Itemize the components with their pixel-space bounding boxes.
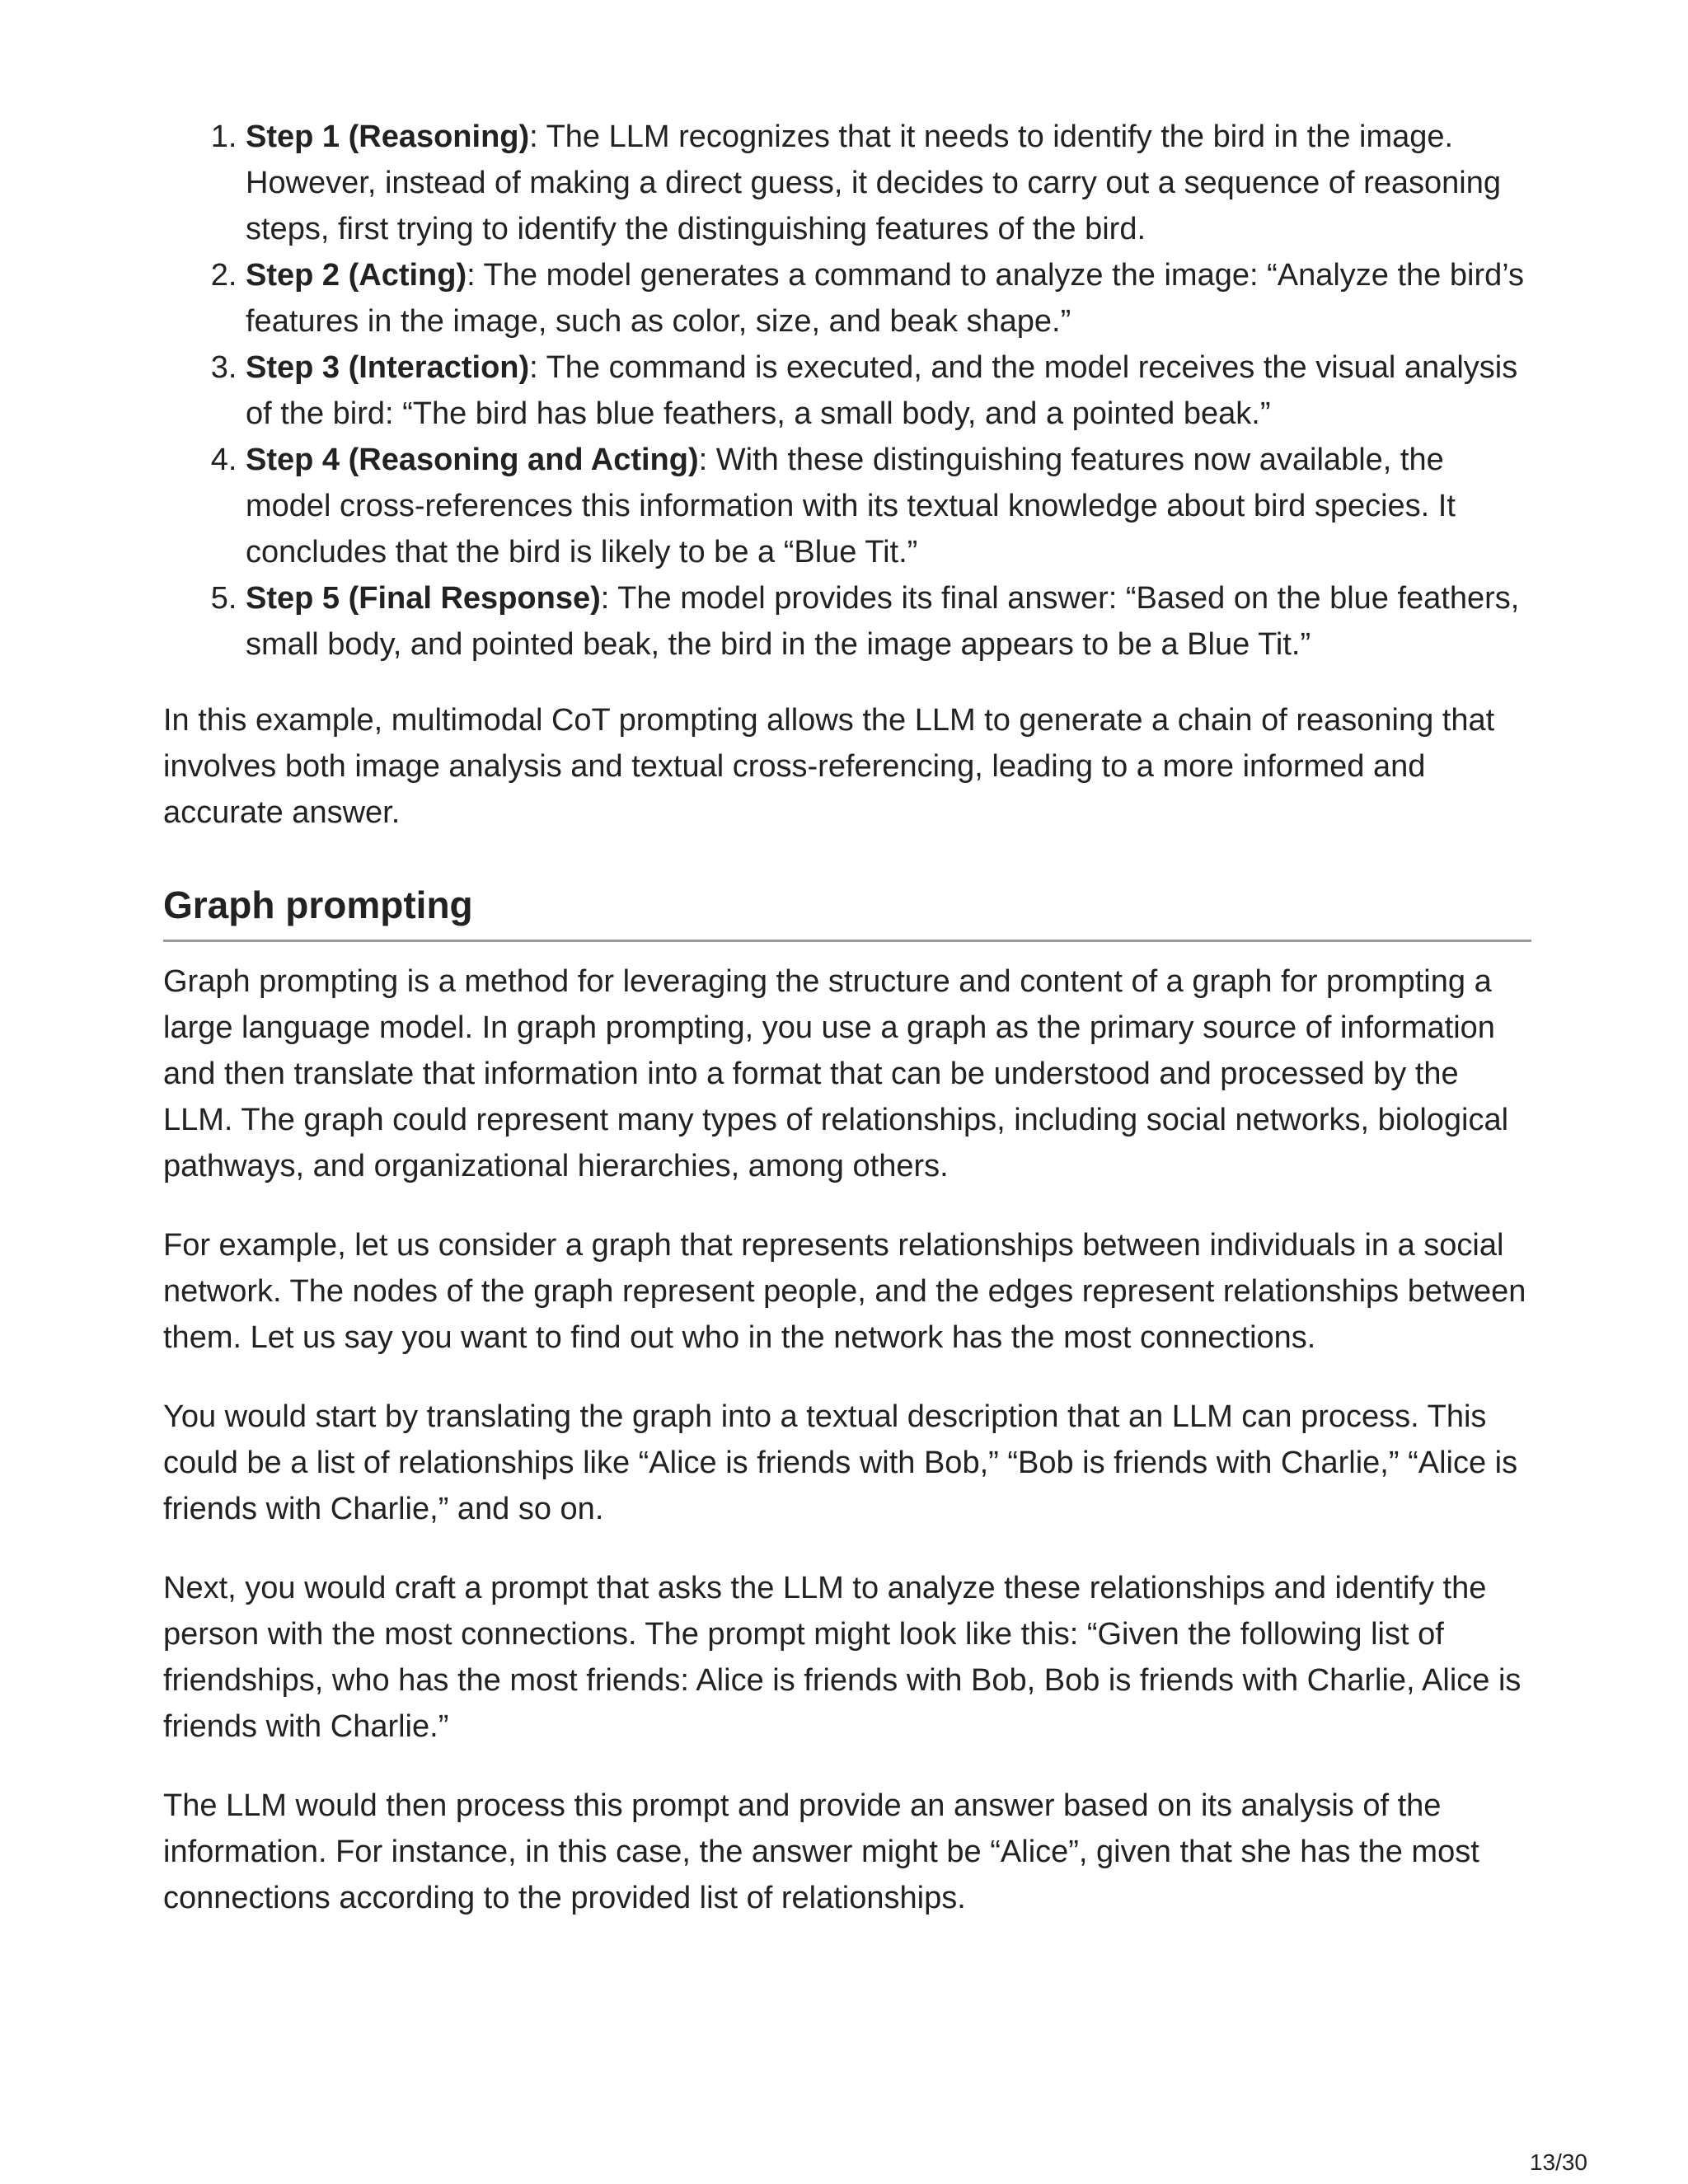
step-text: : The model provides its final answer: “Based on the blue feathers, small body, and pointed beak, the bird in the image appears to be a Blue Tit.”: [246, 581, 1520, 662]
step-label: Step 5 (Final Response): [246, 581, 601, 616]
body-paragraph: Next, you would craft a prompt that asks the LLM to analyze these relationships and identify the person with the most connections. The prompt might look like this: “Given the following list of friendships, who has the most friends: Alice is friends with Bob, Bob is friends with Charlie, Alice is friends with Charlie.”: [163, 1571, 1522, 1744]
document-body: [163, 114, 1531, 1921]
list-item: [246, 575, 1531, 668]
summary-paragraph: In this example, multimodal CoT prompting allows the LLM to generate a chain of reasoning that involves both image analysis and textual cross-referencing, leading to a more informed and accurate answer.: [163, 703, 1495, 830]
list-item: [246, 437, 1531, 575]
steps-list: [163, 114, 1531, 668]
body-paragraph: You would start by translating the graph into a textual description that an LLM can process. This could be a list of relationships like “Alice is friends with Bob,” “Bob is friends with Charlie,” “Alice is friends with Charlie,” and so on.: [163, 1399, 1518, 1526]
page-number: 13/30: [1529, 2149, 1587, 2175]
body-paragraph: For example, let us consider a graph that represents relationships between individuals in a social network. The nodes of the graph represent people, and the edges represent relationships between them. Let us say you want to find out who in the network has the most connections.: [163, 1228, 1526, 1355]
step-label: Step 3 (Interaction): [246, 350, 530, 385]
step-text: : The model generates a command to analyze the image: “Analyze the bird’s features in the image, such as color, size, and beak shape.”: [246, 258, 1524, 339]
step-label: Step 2 (Acting): [246, 258, 467, 293]
step-text: : The command is executed, and the model receives the visual analysis of the bird: “The bird has blue feathers, a small body, and a pointed beak.”: [246, 350, 1518, 431]
step-text: : With these distinguishing features now available, the model cross-references this information with its textual knowledge about bird species. It concludes that the bird is likely to be a “Blue Tit.”: [246, 443, 1456, 569]
step-label: Step 1 (Reasoning): [246, 120, 530, 154]
step-text: : The LLM recognizes that it needs to identify the bird in the image. However, instead of making a direct guess, it decides to carry out a sequence of reasoning steps, first trying to identify the distinguishing features of the bird.: [246, 120, 1501, 246]
section-heading: Graph prompting: [163, 882, 1531, 942]
body-paragraph: The LLM would then process this prompt and provide an answer based on its analysis of the information. For instance, in this case, the answer might be “Alice”, given that she has the most connections according to the provided list of relationships.: [163, 1788, 1479, 1915]
list-item: [246, 252, 1531, 344]
body-paragraph: Graph prompting is a method for leveraging the structure and content of a graph for prompting a large language model. In graph prompting, you use a graph as the primary source of information and then translate that information into a format that can be understood and processed by the LLM. The graph could represent many types of relationships, including social networks, biological pathways, and organizational hierarchies, among others.: [163, 964, 1509, 1183]
list-item: [246, 344, 1531, 437]
step-label: Step 4 (Reasoning and Acting): [246, 443, 699, 477]
list-item: [246, 114, 1531, 252]
